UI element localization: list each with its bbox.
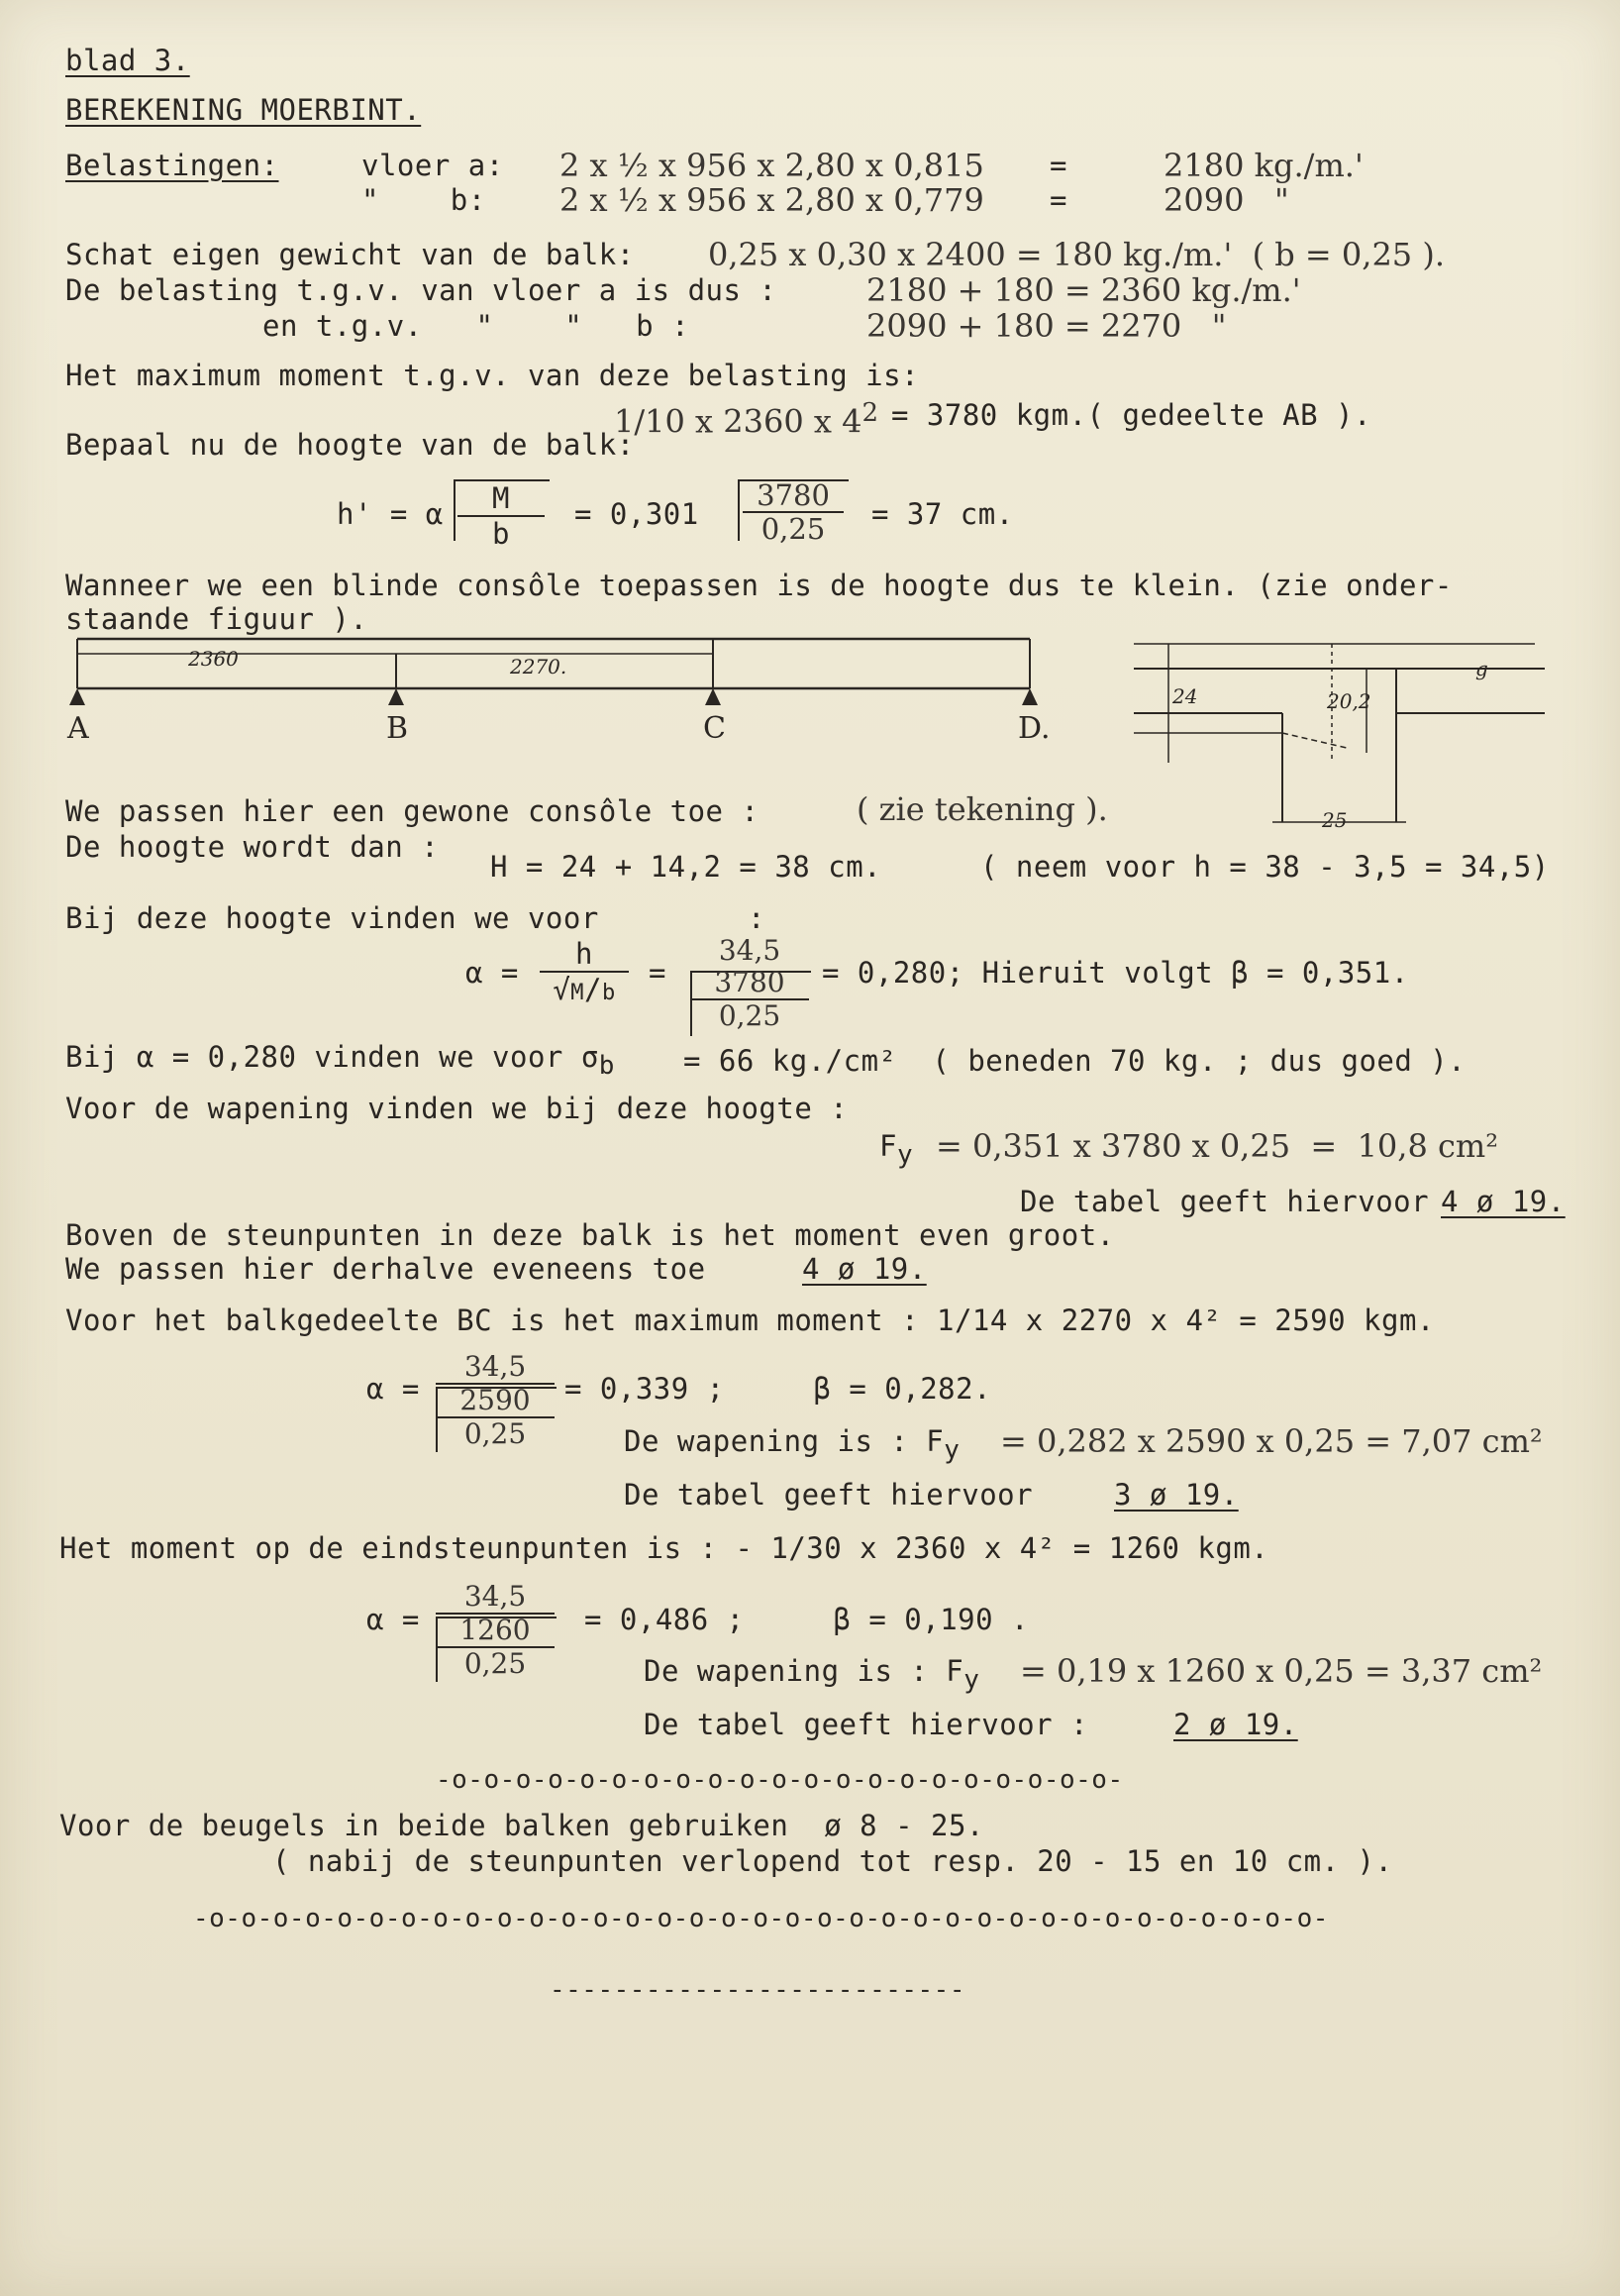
table-3-result: 2 ø 19. — [1173, 1708, 1298, 1741]
loads-label: Belastingen: — [65, 149, 279, 182]
height-intro: Bepaal nu de hoogte van de balk: — [65, 428, 635, 462]
self-weight-formula: 0,25 x 0,30 x 2400 = 180 kg./m.' ( b = 0,25 ). — [708, 236, 1445, 273]
h-result: = 37 cm. — [871, 497, 1014, 531]
alpha-3-fraction: 34,5 1260 0,25 — [436, 1581, 555, 1680]
end-moment-text: Het moment op de eindsteunpunten is : - 1/30 x 2360 x 4² = 1260 kgm. — [59, 1531, 1269, 1565]
fy-3-label: De wapening is : $F_y$ — [644, 1654, 980, 1695]
load-b-total-text: en t.g.v. " " b : — [262, 309, 690, 343]
support-b-label: B — [386, 711, 409, 746]
max-moment-result: = 3780 kgm.( gedeelte AB ). — [891, 398, 1371, 432]
load-b-formula: 2 x ½ x 956 x 2,80 x 0,779 — [559, 181, 984, 219]
separator-3: -------------------------- — [550, 1975, 965, 2005]
alpha-2-result: = 0,339 ; β = 0,282. — [564, 1372, 992, 1406]
console-sketch — [1129, 624, 1555, 842]
load-b-label: " b: — [361, 183, 486, 217]
dim-g-label: g — [1475, 657, 1488, 680]
separator-1: -o-o-o-o-o-o-o-o-o-o-o-o-o-o-o-o-o-o-o-o-o- — [436, 1765, 1124, 1795]
h-fraction: $\frac{M}{b}$ — [457, 481, 545, 551]
blind-console-text: Wanneer we een blinde consôle toepassen is de hoogte dus te klein. (zie onder- — [65, 569, 1453, 602]
load-a-formula: 2 x ½ x 956 x 2,80 x 0,815 — [559, 147, 984, 184]
reinforcement-intro: Voor de wapening vinden we bij deze hoogte : — [65, 1092, 849, 1125]
load-a-eq: = — [1050, 149, 1067, 182]
support-a-mark — [69, 688, 85, 705]
load-ab-label: 2360 — [188, 647, 239, 671]
h-eq: = 0,301 — [574, 497, 699, 531]
fy-1-label: $F_y$ — [879, 1129, 914, 1170]
table-3-text: De tabel geeft hiervoor : — [644, 1708, 1088, 1741]
page-number: blad 3. — [65, 44, 190, 77]
alpha-2-fraction: 34,5 2590 0,25 — [436, 1351, 555, 1450]
max-moment-text: Het maximum moment t.g.v. van deze belasting is: — [65, 359, 920, 392]
table-2-result: 3 ø 19. — [1114, 1478, 1239, 1512]
height-formula: H = 24 + 14,2 = 38 cm. — [490, 850, 882, 884]
support-d-label: D. — [1018, 711, 1051, 746]
dim-24-label: 24 — [1172, 684, 1198, 708]
page-title: BEREKENING MOERBINT. — [65, 93, 422, 127]
height-text: De hoogte wordt dan : — [65, 830, 440, 864]
alpha-intro-colon: : — [748, 901, 765, 935]
self-weight-text: Schat eigen gewicht van de balk: — [65, 238, 635, 271]
supports-text: Boven de steunpunten in deze balk is het moment even groot. — [65, 1218, 1115, 1252]
supports-result: 4 ø 19. — [802, 1252, 927, 1286]
supports-text-2: We passen hier derhalve eveneens toe — [65, 1252, 706, 1286]
blind-console-text-2: staande figuur ). — [65, 602, 368, 636]
alpha-1-eq: = — [649, 956, 666, 990]
support-a-label: A — [67, 711, 89, 746]
support-c-label: C — [703, 711, 726, 746]
alpha-1-result: = 0,280; Hieruit volgt β = 0,351. — [822, 956, 1409, 990]
sigma-text: Bij α = 0,280 vinden we voor $\sigma_b$ — [65, 1040, 615, 1081]
fy-2-label: De wapening is : $F_y$ — [624, 1424, 961, 1465]
console-reference: ( zie tekening ). — [857, 790, 1108, 828]
bc-moment-text: Voor het balkgedeelte BC is het maximum moment : 1/14 x 2270 x 4² = 2590 kgm. — [65, 1304, 1435, 1337]
max-moment-formula: 1/10 x 2360 x $4^2$ — [614, 398, 878, 441]
load-b-eq: = — [1050, 183, 1067, 217]
stirrups-text: Voor de beugels in beide balken gebruiken ø 8 - 25. — [59, 1809, 984, 1842]
table-2-text: De tabel geeft hiervoor — [624, 1478, 1034, 1512]
alpha-1-lhs: α = — [465, 956, 519, 990]
load-a-total-text: De belasting t.g.v. van vloer a is dus : — [65, 273, 777, 307]
alpha-1-fraction-2: 34,5 3780 0,25 — [690, 935, 809, 1032]
stirrups-text-2: ( nabij de steunpunten verlopend tot resp. 20 - 15 en 10 cm. ). — [272, 1844, 1393, 1878]
alpha-intro: Bij deze hoogte vinden we voor — [65, 901, 599, 935]
height-note: ( neem voor h = 38 - 3,5 = 34,5) — [980, 850, 1550, 884]
sigma-result: = 66 kg./cm² ( beneden 70 kg. ; dus goed ). — [683, 1044, 1467, 1078]
load-a-total-formula: 2180 + 180 = 2360 kg./m.' — [866, 271, 1301, 309]
h-lhs: h' = α — [337, 497, 444, 531]
fy-2-formula: = 0,282 x 2590 x 0,25 = 7,07 cm² — [1000, 1422, 1543, 1460]
fy-3-formula: = 0,19 x 1260 x 0,25 = 3,37 cm² — [1020, 1652, 1543, 1690]
load-bc-label: 2270. — [510, 655, 567, 678]
beam-diagram — [59, 624, 1069, 753]
table-1-result: 4 ø 19. — [1441, 1185, 1566, 1218]
load-b-total-formula: 2090 + 180 = 2270 " — [866, 307, 1227, 345]
alpha-3-result: = 0,486 ; β = 0,190 . — [584, 1603, 1029, 1636]
alpha-3-lhs: α = — [366, 1603, 420, 1636]
console-text: We passen hier een gewone consôle toe : — [65, 794, 759, 828]
support-d-mark — [1022, 688, 1038, 705]
load-b-value: 2090 " — [1164, 181, 1289, 219]
h-fraction-2: $\frac{3780}{0,25}$ — [743, 479, 844, 545]
load-a-value: 2180 kg./m.' — [1164, 147, 1364, 184]
alpha-1-fraction: $\frac{h}{√M/b}$ — [540, 937, 629, 1010]
load-a-label: vloer a: — [361, 149, 504, 182]
support-c-mark — [705, 688, 721, 705]
dim-25-label: 25 — [1322, 808, 1348, 832]
dim-202-label: 20,2 — [1327, 689, 1371, 713]
table-1-text: De tabel geeft hiervoor — [1020, 1185, 1430, 1218]
alpha-2-lhs: α = — [366, 1372, 420, 1406]
sketch-haunch — [1282, 733, 1347, 748]
separator-2: -o-o-o-o-o-o-o-o-o-o-o-o-o-o-o-o-o-o-o-o-o-o-o-o-o-o-o-o-o-o-o-o-o-o-o- — [193, 1904, 1329, 1933]
fy-1-formula: = 0,351 x 3780 x 0,25 = 10,8 cm² — [936, 1127, 1499, 1165]
support-b-mark — [388, 688, 404, 705]
